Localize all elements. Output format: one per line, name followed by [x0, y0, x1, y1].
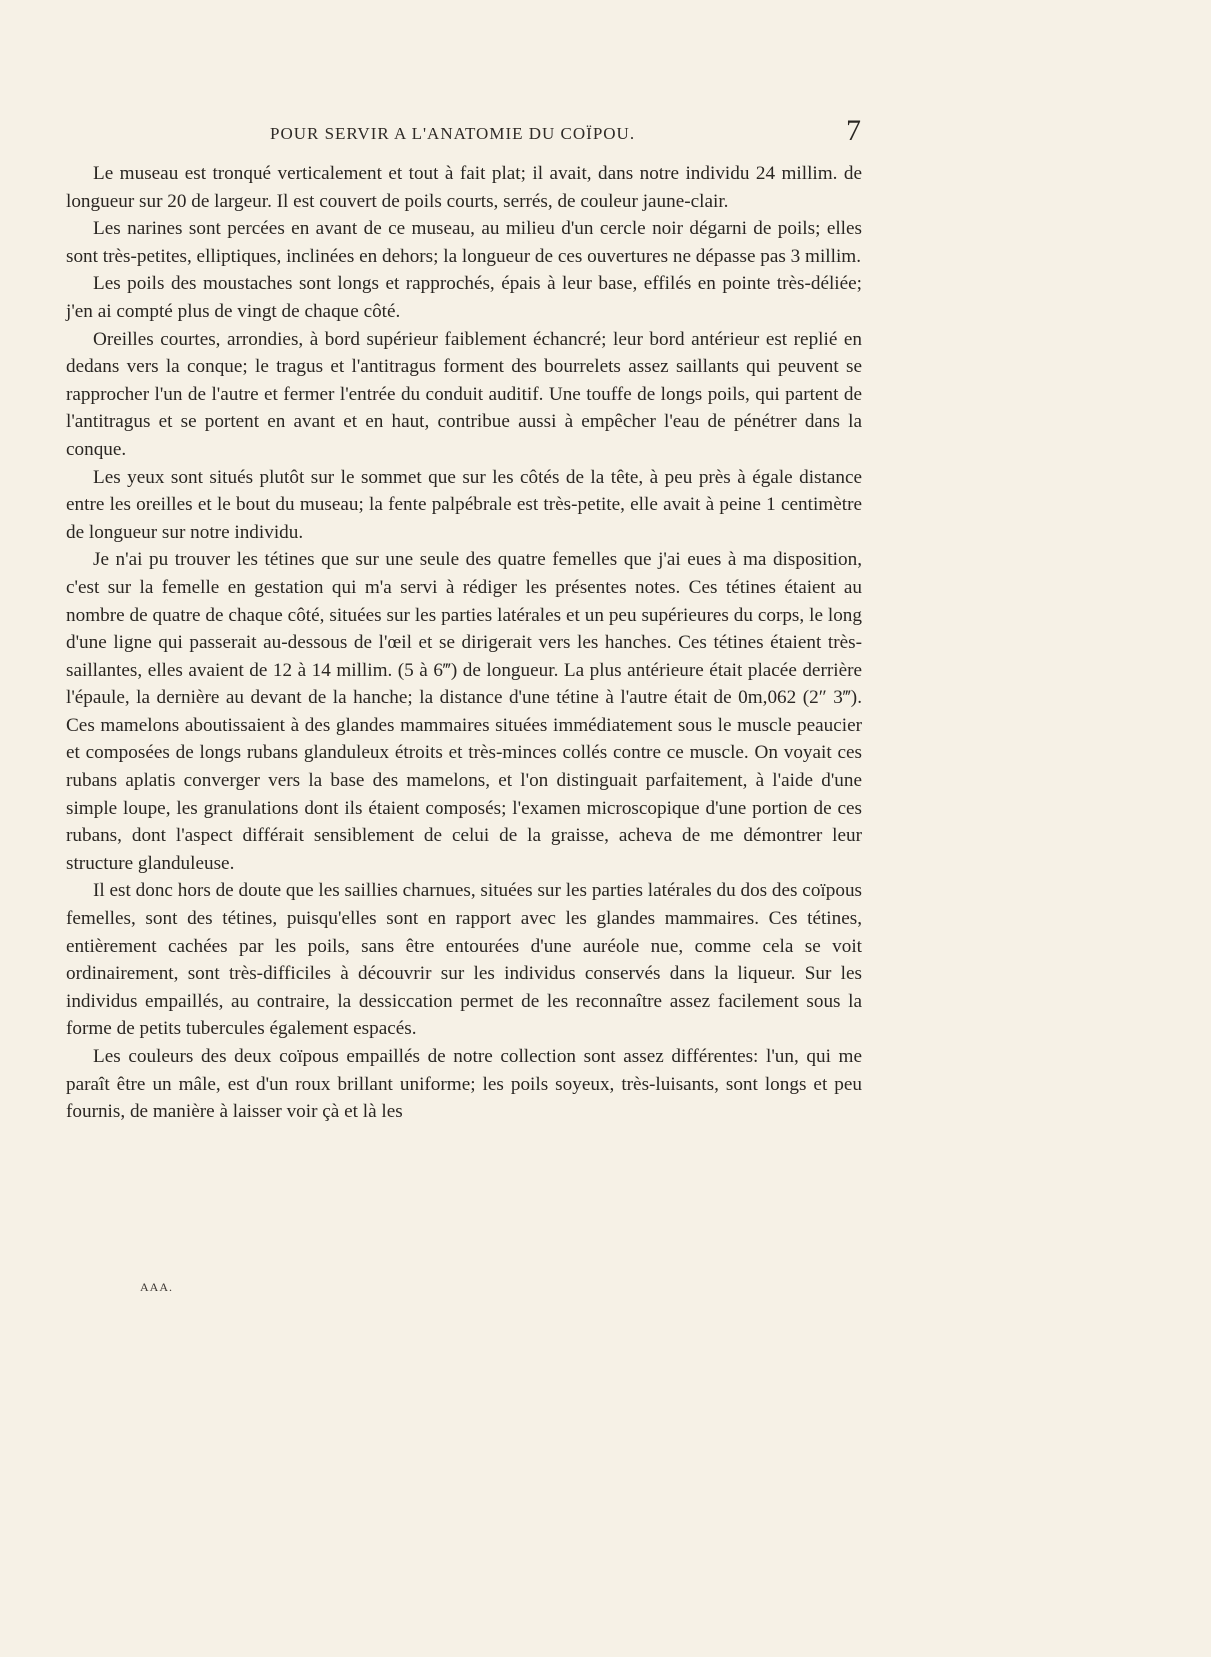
paragraph-saillies: Il est donc hors de doute que les saillies charnues, situées sur les parties latérales du dos des coïpous femelles, sont des tétines, puisqu'elles sont en rapport avec les glandes mammaires. Ces tétines, entièrement cachées par les poils, sans être entourées d'une auréole nue, comme cela se voit ordinairement, sont très-difficiles à découvrir sur les individus conservés dans la liqueur. Sur les individus empaillés, au contraire, la dessiccation permet de les reconnaître assez facilement sous la forme de petits tubercules également espacés.	[66, 880, 862, 1040]
signature-mark: AAA.	[140, 1280, 173, 1294]
paragraph-narines: Les narines sont percées en avant de ce museau, au milieu d'un cercle noir dégarni de poils; elles sont très-petites, elliptiques, inclinées en dehors; la longueur de ces ouvertures ne dépasse pas 3 millim.	[66, 218, 862, 267]
running-title: POUR SERVIR A L'ANATOMIE DU COÏPOU.	[270, 124, 636, 143]
paragraph-tetines: Je n'ai pu trouver les tétines que sur une seule des quatre femelles que j'ai eues à ma disposition, c'est sur la femelle en gestation qui m'a servi à rédiger les présentes notes. Ces tétines étaient au nombre de quatre de chaque côté, situées sur les parties latérales et un peu supérieures du corps, le long d'une ligne qui passerait au-dessous de l'œil et se dirigerait vers les hanches. Ces tétines étaient très-saillantes, elles avaient de 12 à 14 millim. (5 à 6‴) de longueur. La plus antérieure était placée derrière l'épaule, la dernière au devant de la hanche; la distance d'une tétine à l'autre était de 0m,062 (2″ 3‴). Ces mamelons aboutissaient à des glandes mammaires situées immédiatement sous le muscle peaucier et composées de longs rubans glanduleux étroits et très-minces collés contre ce muscle. On voyait ces rubans aplatis converger vers la base des mamelons, et l'on distinguait parfaitement, à l'aide d'une simple loupe, les granulations dont ils étaient composés; l'examen microscopique d'une portion de ces rubans, dont l'aspect différait sensiblement de celui de la graisse, acheva de me démontrer leur structure glanduleuse.	[66, 549, 862, 874]
paragraph-oreilles: Oreilles courtes, arrondies, à bord supérieur faiblement échancré; leur bord antérieur est replié en dedans vers la conque; le tragus et l'antitragus forment des bourrelets assez saillants qui peuvent se rapprocher l'un de l'autre et fermer l'entrée du conduit auditif. Une touffe de longs poils, qui partent de l'antitragus et se portent en avant et en haut, contribue aussi à empêcher l'eau de pénétrer dans la conque.	[66, 328, 862, 460]
paragraph-museau: Le museau est tronqué verticalement et tout à fait plat; il avait, dans notre individu 24 millim. de longueur sur 20 de largeur. Il est couvert de poils courts, serrés, de couleur jaune-clair.	[66, 163, 862, 212]
page-number: 7	[846, 114, 861, 147]
paragraph-couleurs: Les couleurs des deux coïpous empaillés de notre collection sont assez différentes: l'un, qui me paraît être un mâle, est d'un roux brillant uniforme; les poils soyeux, très-luisants, sont longs et peu fournis, de manière à laisser voir çà et là les	[66, 1046, 862, 1123]
body-text	[66, 160, 862, 1126]
paragraph-moustaches: Les poils des moustaches sont longs et rapprochés, épais à leur base, effilés en pointe très-déliée; j'en ai compté plus de vingt de chaque côté.	[66, 273, 862, 322]
paragraph-yeux: Les yeux sont situés plutôt sur le sommet que sur les côtés de la tête, à peu près à égale distance entre les oreilles et le bout du museau; la fente palpébrale est très-petite, elle avait à peine 1 centimètre de longueur sur notre individu.	[66, 466, 862, 543]
